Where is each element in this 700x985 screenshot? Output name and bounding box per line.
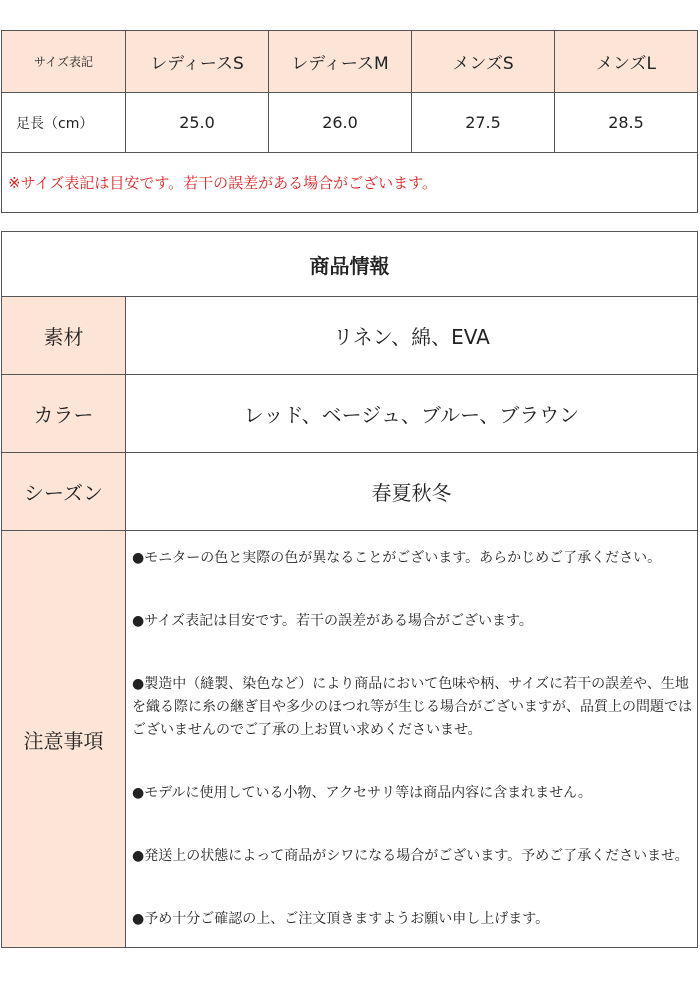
note-item: ●製造中（縫製、染色など）により商品において色味や柄、サイズに若干の誤差や、生地を織る際に糸の継ぎ目や多少のほつれ等が生じる場合がございますが、品質上の問題ではございませんのでご了承の上お買い求めくださいませ。 <box>132 676 692 738</box>
foot-length-mens-l: 28.5 <box>555 93 698 153</box>
size-header-mens-l: メンズL <box>555 31 698 93</box>
material-label: 素材 <box>2 297 126 375</box>
product-info-title: 商品情報 <box>2 232 698 297</box>
size-header-row <box>2 31 698 93</box>
note-item: ●サイズ表記は目安です。若干の誤差がある場合がございます。 <box>132 613 533 629</box>
season-value: 春夏秋冬 <box>126 453 698 531</box>
size-note: ※サイズ表記は目安です。若干の誤差がある場合がございます。 <box>2 153 698 213</box>
notes-cell <box>126 531 698 948</box>
foot-length-ladies-s: 25.0 <box>126 93 269 153</box>
note-item: ●モニターの色と実際の色が異なることがございます。あらかじめご了承ください。 <box>132 550 662 566</box>
notes-label: 注意事項 <box>2 531 126 948</box>
foot-length-label: 足長（cm） <box>2 93 126 153</box>
note-item: ●予め十分ご確認の上、ご注文頂きますようお願い申し上げます。 <box>132 911 550 927</box>
note-item: ●発送上の状態によって商品がシワになる場合がございます。予めご了承くださいませ。 <box>132 848 689 864</box>
season-row <box>2 453 698 531</box>
size-table <box>1 30 698 213</box>
size-header-ladies-s: レディースS <box>126 31 269 93</box>
size-header-mens-s: メンズS <box>412 31 555 93</box>
size-header-label: サイズ表記 <box>2 31 126 93</box>
material-row <box>2 297 698 375</box>
notes-row <box>2 531 698 948</box>
product-info-table <box>1 231 698 948</box>
notes-list <box>126 547 697 931</box>
product-info-title-row <box>2 232 698 297</box>
size-note-row <box>2 153 698 213</box>
color-label: カラー <box>2 375 126 453</box>
size-header-ladies-m: レディースM <box>269 31 412 93</box>
size-value-row <box>2 93 698 153</box>
color-value: レッド、ベージュ、ブルー、ブラウン <box>126 375 698 453</box>
material-value: リネン、綿、EVA <box>126 297 698 375</box>
foot-length-ladies-m: 26.0 <box>269 93 412 153</box>
note-item: ●モデルに使用している小物、アクセサリ等は商品内容に含まれません。 <box>132 785 592 801</box>
foot-length-mens-s: 27.5 <box>412 93 555 153</box>
color-row <box>2 375 698 453</box>
season-label: シーズン <box>2 453 126 531</box>
